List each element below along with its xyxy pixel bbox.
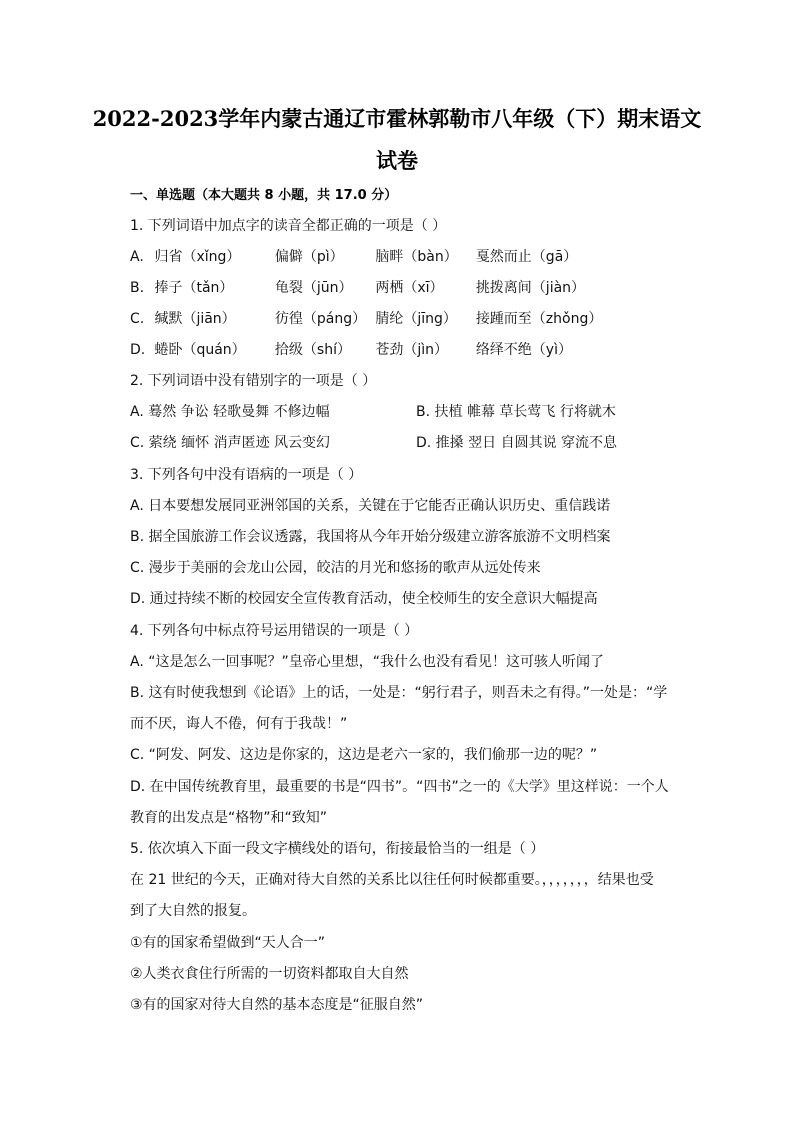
question-1-option-d[interactable] [130, 339, 710, 361]
question-4-stem: 4. 下列各句中标点符号运用错误的一项是（ ） [130, 623, 419, 639]
question-4-option-c[interactable]: C. “阿发、阿发、这边是你家的，这边是老六一家的，我们偷那一边的呢？” [130, 747, 598, 763]
option-word: 挑拨离间（jiàn） [475, 280, 586, 296]
question-5-passage-continued: 到了大自然的报复。 [130, 903, 256, 919]
option-word: 拾级（shí） [274, 342, 351, 358]
question-1-option-c[interactable] [130, 308, 710, 330]
question-2-option-d[interactable]: D. 推搡 翌日 自圆其说 穿流不息 [416, 435, 618, 451]
question-4-option-b[interactable]: B. 这有时使我想到《论语》上的话，一处是：“躬行君子，则吾未之有得。”一处是：“学 [130, 685, 668, 701]
option-label: D. [130, 342, 146, 358]
question-2-option-b[interactable]: B. 扶植 帷幕 草长莺飞 行将就木 [416, 404, 616, 420]
question-1-stem: 1. 下列词语中加点字的读音全都正确的一项是（ ） [130, 218, 447, 234]
question-3-option-c[interactable]: C. 漫步于美丽的会龙山公园，皎洁的月光和悠扬的歌声从远处传来 [130, 560, 541, 576]
option-word: 蜷卧（quán） [154, 342, 246, 358]
option-label: C. [130, 311, 145, 327]
question-3-option-a[interactable]: A. 日本要想发展同亚洲邻国的关系，关键在于它能否正确认识历史、重信践诺 [130, 498, 611, 514]
question-5-passage: 在 21 世纪的今天，正确对待大自然的关系比以往任何时候都重要。，，，，，，，结果也受 [130, 872, 654, 888]
question-1-option-a[interactable] [130, 246, 710, 268]
question-5-sentence-2: ②人类衣食住行所需的一切资料都取自大自然 [130, 966, 409, 982]
question-5-sentence-3: ③有的国家对待大自然的基本态度是“征服自然” [130, 997, 424, 1013]
question-2-options-row-1 [130, 401, 710, 423]
question-5-sentence-1: ①有的国家希望做到“天人合一” [130, 935, 326, 951]
option-word: 彷徨（páng） [274, 311, 367, 327]
question-2-option-a[interactable]: A. 蓦然 争讼 轻歌曼舞 不修边幅 [130, 404, 330, 420]
option-word: 偏僻（pì） [274, 249, 344, 265]
option-word: 两栖（xī） [375, 280, 444, 296]
question-2-stem: 2. 下列词语中没有错别字的一项是（ ） [130, 373, 377, 389]
option-word: 腈纶（jīng） [375, 311, 457, 327]
option-label: A. [130, 249, 144, 265]
option-word: 归省（xǐng） [154, 249, 241, 265]
question-5-stem: 5. 依次填入下面一段文字横线处的语句，衔接最恰当的一组是（ ） [130, 841, 545, 857]
question-2-options-row-2 [130, 432, 710, 454]
question-4-option-b-continued: 而不厌，诲人不倦，何有于我哉！” [130, 716, 348, 732]
option-label: B. [130, 280, 145, 296]
option-word: 苍劲（jìn） [375, 342, 449, 358]
option-word: 络绎不绝（yì） [475, 342, 572, 358]
question-1-option-b[interactable] [130, 277, 710, 299]
question-4-option-a[interactable]: A. “这是怎么一回事呢？”皇帝心里想，“我什么也没有看见！这可骇人听闻了 [130, 654, 604, 670]
section-heading: 一、单选题（本大题共 8 小题，共 17.0 分） [130, 188, 398, 203]
option-word: 龟裂（jūn） [274, 280, 353, 296]
page-title: 2022-2023学年内蒙古通辽市霍林郭勒市八年级（下）期末语文 [92, 106, 702, 131]
option-word: 捧子（tǎn） [154, 280, 234, 296]
option-word: 脑畔（bàn） [375, 249, 458, 265]
question-4-option-d[interactable]: D. 在中国传统教育里，最重要的书是“四书”。“四书”之一的《大学》里这样说：一个人 [130, 779, 669, 795]
question-2-option-c[interactable]: C. 萦绕 缅怀 消声匿迹 风云变幻 [130, 435, 331, 451]
option-word: 戛然而止（gā） [475, 249, 578, 265]
question-3-option-d[interactable]: D. 通过持续不断的校园安全宣传教育活动，使全校师生的安全意识大幅提高 [130, 591, 598, 607]
page-title-continued: 试卷 [376, 148, 418, 173]
question-3-option-b[interactable]: B. 据全国旅游工作会议透露，我国将从今年开始分级建立游客旅游不文明档案 [130, 529, 611, 545]
option-word: 缄默（jiān） [154, 311, 236, 327]
question-3-stem: 3. 下列各句中没有语病的一项是（ ） [130, 467, 363, 483]
option-word: 接踵而至（zhǒng） [475, 311, 603, 327]
question-4-option-d-continued: 教育的出发点是“格物”和“致知” [130, 810, 328, 826]
